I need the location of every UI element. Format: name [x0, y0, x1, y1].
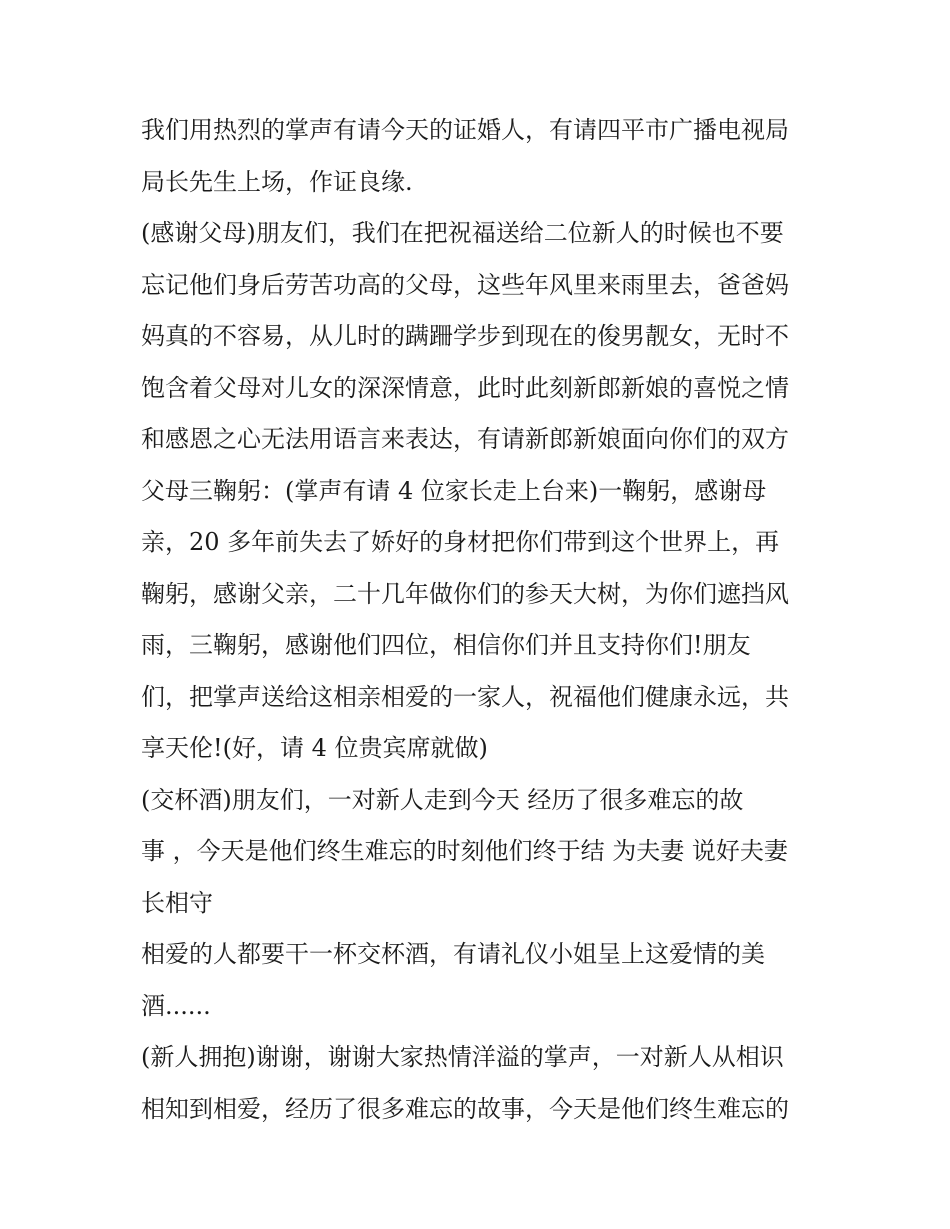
text-line-3: (感谢父母)朋友们，我们在把祝福送给二位新人的时候也不要 — [141, 219, 784, 247]
text-line-5: 妈真的不容易，从儿时的蹒跚学步到现在的俊男靓女，无时不 — [141, 322, 789, 350]
body-text — [141, 105, 831, 1135]
text-line-1: 我们用热烈的掌声有请今天的证婚人，有请四平市广播电视局 — [141, 116, 789, 144]
text-line-10: 鞠躬，感谢父亲，二十几年做你们的参天大树，为你们遮挡风 — [141, 579, 789, 608]
text-line-7: 和感恩之心无法用语言来表达，有请新郎新娘面向你们的双方 — [141, 425, 789, 453]
text-line-13: 享天伦!(好，请 4 位贵宾席就做) — [141, 734, 488, 762]
text-line-18: 酒...... — [141, 991, 211, 1020]
text-line-19: (新人拥抱)谢谢，谢谢大家热情洋溢的掌声，一对新人从相识 — [141, 1043, 784, 1071]
text-line-2: 局长先生上场，作证良缘. — [141, 167, 413, 196]
text-line-16: 长相守 — [141, 888, 213, 917]
text-line-9: 亲，20 多年前失去了娇好的身材把你们带到这个世界上，再 — [141, 528, 780, 556]
text-line-8: 父母三鞠躬：(掌声有请 4 位家长走上台来)一鞠躬，感谢母 — [141, 476, 767, 505]
text-line-6: 饱含着父母对儿女的深深情意，此时此刻新郎新娘的喜悦之情 — [141, 373, 789, 402]
text-line-12: 们，把掌声送给这相亲相爱的一家人，祝福他们健康永远，共 — [141, 682, 789, 711]
text-line-11: 雨，三鞠躬，感谢他们四位，相信你们并且支持你们!朋友 — [141, 631, 751, 659]
text-line-14: (交杯酒)朋友们，一对新人走到今天 经历了很多难忘的故 — [141, 785, 744, 814]
text-line-20: 相知到相爱，经历了很多难忘的故事，今天是他们终生难忘的 — [141, 1094, 789, 1123]
text-line-15: 事 ，今天是他们终生难忘的时刻他们终于结 为夫妻 说好夫妻 — [141, 837, 788, 865]
text-line-17: 相爱的人都要干一杯交杯酒，有请礼仪小姐呈上这爱情的美 — [141, 940, 765, 968]
text-line-4: 忘记他们身后劳苦功高的父母，这些年风里来雨里去，爸爸妈 — [141, 270, 789, 299]
